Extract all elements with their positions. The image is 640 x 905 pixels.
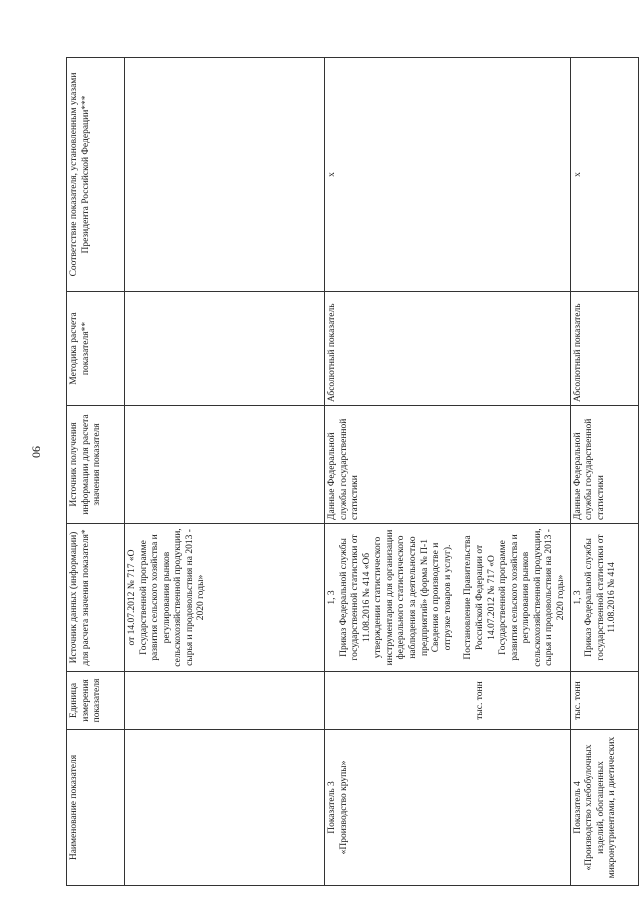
row-method: Абсолютный показатель bbox=[325, 292, 571, 406]
indicator-title: Показатель 4 bbox=[572, 781, 583, 834]
header-unit: Единица измерения показателя bbox=[67, 672, 125, 730]
row-source-receive: Данные Федеральной службы государственной статистики bbox=[570, 406, 638, 524]
row-source-receive: Данные Федеральной службы государственной статистики bbox=[325, 406, 571, 524]
rotated-page bbox=[66, 58, 618, 886]
indicator-text: «Производство хлебобулочных изделий, обогащенных микронутриентами, и диетических bbox=[584, 736, 618, 879]
header-source-receive: Источник получения информации для расчета значения показателя bbox=[67, 406, 125, 524]
header-row bbox=[67, 58, 125, 886]
header-source-info: Источник данных (информации) для расчета значения показателя* bbox=[67, 524, 125, 672]
row-unit bbox=[125, 672, 325, 730]
source-paragraph: Приказ Федеральной службы государственной статистики от 11.08.2016 № 414 «Об утверждении статистического инструментария для организации федерального статистического наблюдения за деятельностью предприятий» (форма № П-1 Сведения о производстве и отгрузке товаров и услуг). bbox=[338, 529, 453, 666]
source-number: 1, 3 bbox=[327, 590, 337, 605]
table-row bbox=[125, 58, 325, 886]
row-name bbox=[325, 730, 571, 886]
row-name bbox=[570, 730, 638, 886]
row-source bbox=[325, 524, 571, 672]
row-source bbox=[125, 524, 325, 672]
row-unit: тыс. тонн bbox=[570, 672, 638, 730]
header-compliance: Соответствие показателя, установленным указами Президента Российской Федерации*** bbox=[67, 58, 125, 292]
table-row bbox=[325, 58, 571, 886]
source-paragraph: от 14.07.2012 № 717 «О Государственной программе развития сельского хозяйства и регулирования рынков сельскохозяйственной продукции, сырья и продовольствия на 2013 - 2020 годы» bbox=[127, 528, 207, 667]
source-paragraph: Постановление Правительства Российской Федерации от 14.07.2012 № 717 «О Государственной программе развития сельского хозяйства и регулирования рынков сельскохозяйственной продукции, сырья и продовольствия на 2013 - 2020 годы» bbox=[463, 528, 566, 667]
row-method: Абсолютный показатель bbox=[570, 292, 638, 406]
row-unit: тыс. тонн bbox=[325, 672, 571, 730]
table-row bbox=[570, 58, 638, 886]
row-compliance bbox=[125, 58, 325, 292]
page-number: 90 bbox=[29, 446, 44, 458]
row-method bbox=[125, 292, 325, 406]
row-source bbox=[570, 524, 638, 672]
row-compliance: х bbox=[570, 58, 638, 292]
row-compliance: х bbox=[325, 58, 571, 292]
header-method: Методика расчета показателя** bbox=[67, 292, 125, 406]
source-paragraph: Приказ Федеральной службы государственной статистики от 11.08.2016 № 414 bbox=[584, 534, 618, 661]
indicator-text: «Производство крупы» bbox=[338, 760, 349, 855]
row-name bbox=[125, 730, 325, 886]
header-name: Наименование показателя bbox=[67, 730, 125, 886]
indicator-title: Показатель 3 bbox=[327, 781, 337, 834]
indicator-table bbox=[66, 57, 639, 886]
row-source-receive bbox=[125, 406, 325, 524]
source-number: 1, 3 bbox=[572, 590, 583, 605]
